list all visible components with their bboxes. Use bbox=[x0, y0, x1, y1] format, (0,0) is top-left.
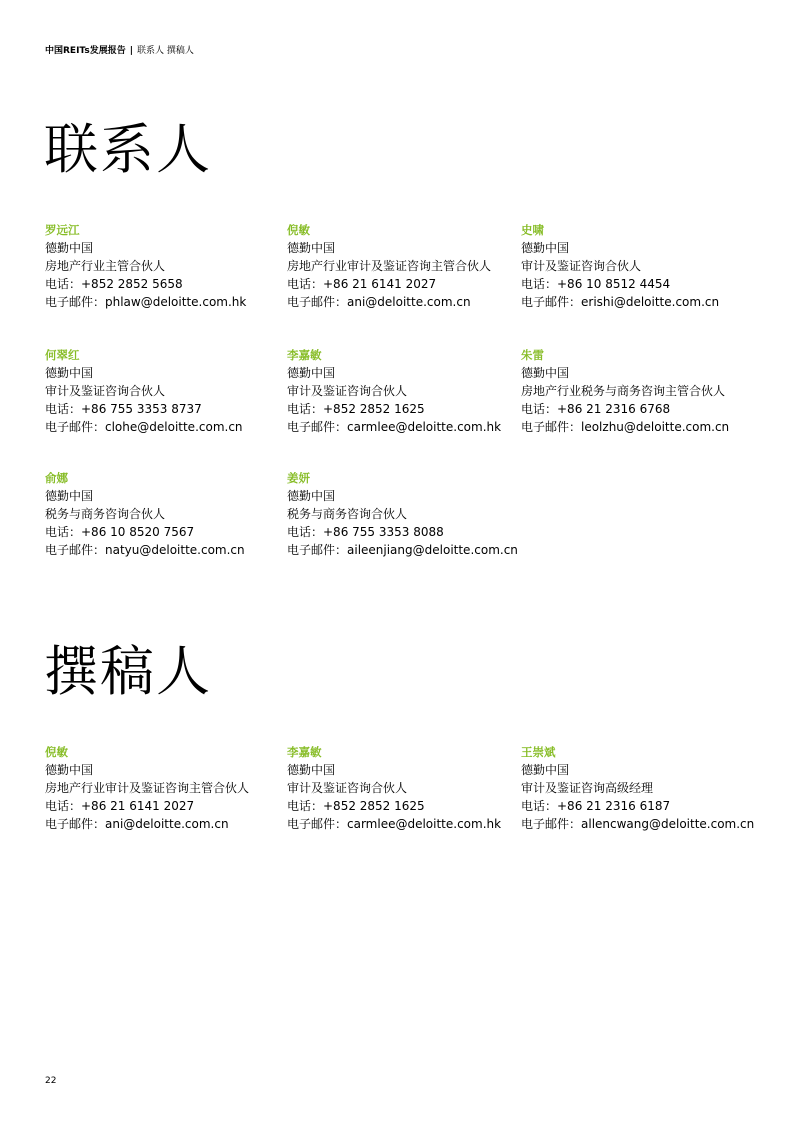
contact-role: 审计及鉴证咨询合伙人 bbox=[521, 259, 642, 273]
contact-email[interactable]: 电子邮件：natyu@deloitte.com.cn bbox=[45, 543, 245, 557]
author-role: 审计及鉴证咨询合伙人 bbox=[287, 781, 408, 795]
contact-name: 姜妍 bbox=[287, 471, 310, 485]
author-email[interactable]: 电子邮件：carmlee@deloitte.com.hk bbox=[287, 817, 502, 831]
author-phone: 电话：+86 21 6141 2027 bbox=[45, 799, 195, 813]
author-name: 王崇斌 bbox=[521, 745, 556, 759]
contact-email[interactable]: 电子邮件：ani@deloitte.com.cn bbox=[287, 295, 471, 309]
author-name: 倪敏 bbox=[45, 745, 68, 759]
contact-phone: 电话：+86 755 3353 8737 bbox=[45, 402, 202, 416]
contact-role: 房地产行业税务与商务咨询主管合伙人 bbox=[521, 384, 726, 398]
contact-phone: 电话：+86 10 8520 7567 bbox=[45, 525, 195, 539]
authors-title: 撰稿人 bbox=[44, 640, 212, 703]
report-title: 中国REITs发展报告 bbox=[45, 46, 126, 56]
contact-phone: 电话：+852 2852 1625 bbox=[287, 402, 425, 416]
contact-role: 审计及鉴证咨询合伙人 bbox=[287, 384, 408, 398]
contact-name: 何翠红 bbox=[45, 348, 80, 362]
header-section: 联系人 撰稿人 bbox=[137, 46, 194, 56]
contact-company: 德勤中国 bbox=[287, 489, 336, 503]
contacts-title: 联系人 bbox=[44, 118, 212, 181]
contact-company: 德勤中国 bbox=[287, 241, 336, 255]
contact-email[interactable]: 电子邮件：phlaw@deloitte.com.hk bbox=[45, 295, 247, 309]
contact-name: 罗远江 bbox=[45, 223, 80, 237]
contact-role: 税务与商务咨询合伙人 bbox=[45, 507, 166, 521]
contact-phone: 电话：+86 21 2316 6768 bbox=[521, 402, 671, 416]
contact-card bbox=[521, 346, 761, 436]
author-name: 李嘉敏 bbox=[287, 745, 322, 759]
contact-email[interactable]: 电子邮件：clohe@deloitte.com.cn bbox=[45, 420, 243, 434]
contact-email[interactable]: 电子邮件：leolzhu@deloitte.com.cn bbox=[521, 420, 730, 434]
contact-company: 德勤中国 bbox=[521, 241, 570, 255]
contact-email[interactable]: 电子邮件：erishi@deloitte.com.cn bbox=[521, 295, 720, 309]
running-header bbox=[45, 43, 194, 56]
contact-phone: 电话：+852 2852 5658 bbox=[45, 277, 183, 291]
contact-role: 审计及鉴证咨询合伙人 bbox=[45, 384, 166, 398]
author-company: 德勤中国 bbox=[521, 763, 570, 777]
contact-name: 倪敏 bbox=[287, 223, 310, 237]
contact-name: 俞娜 bbox=[45, 471, 68, 485]
contact-company: 德勤中国 bbox=[287, 366, 336, 380]
author-company: 德勤中国 bbox=[45, 763, 94, 777]
contact-phone: 电话：+86 10 8512 4454 bbox=[521, 277, 671, 291]
contact-card bbox=[287, 221, 527, 311]
contact-card bbox=[287, 469, 527, 559]
contact-role: 房地产行业审计及鉴证咨询主管合伙人 bbox=[287, 259, 492, 273]
contact-company: 德勤中国 bbox=[45, 489, 94, 503]
author-email[interactable]: 电子邮件：ani@deloitte.com.cn bbox=[45, 817, 229, 831]
contact-email[interactable]: 电子邮件：carmlee@deloitte.com.hk bbox=[287, 420, 502, 434]
author-phone: 电话：+86 21 2316 6187 bbox=[521, 799, 671, 813]
author-role: 审计及鉴证咨询高级经理 bbox=[521, 781, 654, 795]
author-company: 德勤中国 bbox=[287, 763, 336, 777]
author-card bbox=[287, 743, 527, 833]
contact-name: 李嘉敏 bbox=[287, 348, 322, 362]
author-role: 房地产行业审计及鉴证咨询主管合伙人 bbox=[45, 781, 250, 795]
contact-card bbox=[45, 346, 285, 436]
contact-card bbox=[521, 221, 761, 311]
author-card bbox=[45, 743, 285, 833]
header-separator: | bbox=[129, 46, 134, 56]
contact-company: 德勤中国 bbox=[45, 366, 94, 380]
contact-name: 朱雷 bbox=[521, 348, 544, 362]
contact-name: 史啸 bbox=[521, 223, 544, 237]
contact-card bbox=[287, 346, 527, 436]
contact-email[interactable]: 电子邮件：aileenjiang@deloitte.com.cn bbox=[287, 543, 518, 557]
contact-role: 房地产行业主管合伙人 bbox=[45, 259, 166, 273]
contact-role: 税务与商务咨询合伙人 bbox=[287, 507, 408, 521]
contact-card bbox=[45, 469, 285, 559]
contact-phone: 电话：+86 755 3353 8088 bbox=[287, 525, 444, 539]
page-number: 22 bbox=[45, 1076, 57, 1086]
contact-phone: 电话：+86 21 6141 2027 bbox=[287, 277, 437, 291]
contact-card bbox=[45, 221, 285, 311]
contact-company: 德勤中国 bbox=[521, 366, 570, 380]
author-phone: 电话：+852 2852 1625 bbox=[287, 799, 425, 813]
contact-company: 德勤中国 bbox=[45, 241, 94, 255]
author-card bbox=[521, 743, 761, 833]
author-email[interactable]: 电子邮件：allencwang@deloitte.com.cn bbox=[521, 817, 755, 831]
